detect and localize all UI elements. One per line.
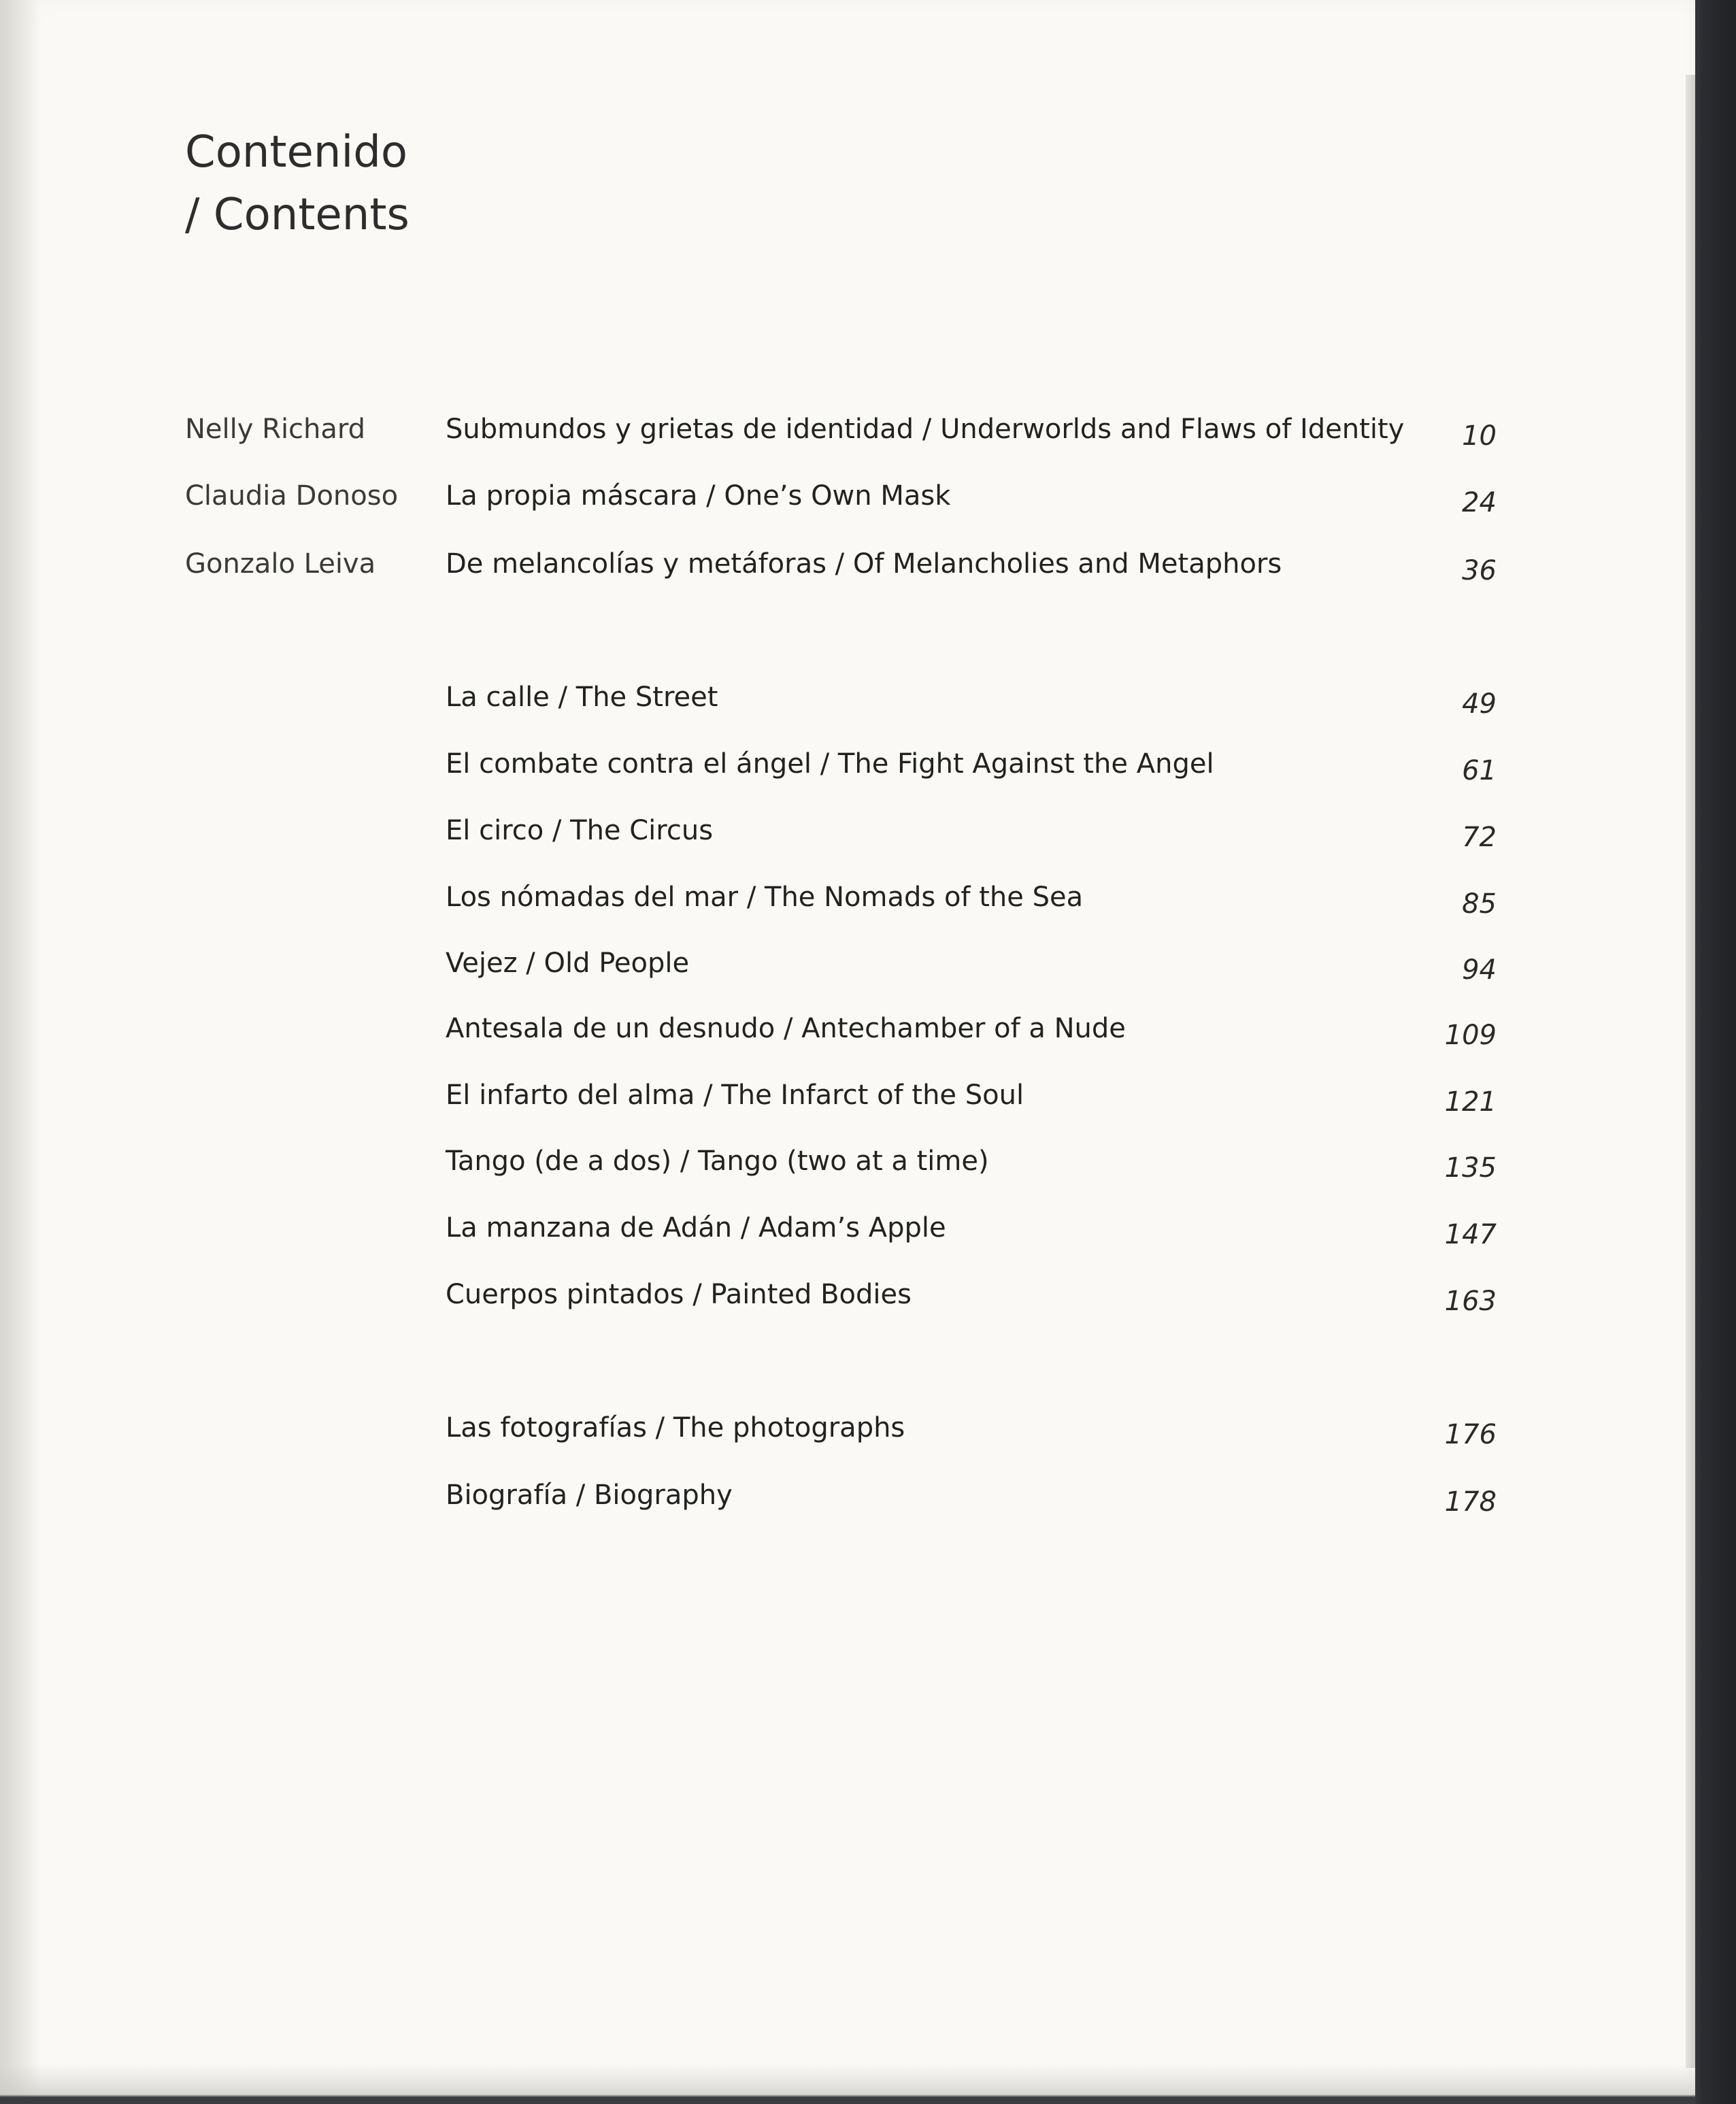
page-number: 49 [1462, 688, 1497, 720]
chapter-title: Tango (de a dos) / Tango (two at a time) [446, 1146, 989, 1177]
essay-author: Claudia Donoso [185, 480, 399, 512]
essay-title: Submundos y grietas de identidad / Underworlds and Flaws of Identity [446, 414, 1405, 445]
essay-author: Nelly Richard [185, 414, 366, 445]
page-number: 163 [1444, 1286, 1497, 1317]
toc-entry-chapter [0, 1212, 1695, 1260]
toc-entry-chapter [0, 882, 1695, 929]
chapter-title: El circo / The Circus [446, 815, 714, 846]
essay-title: La propia máscara / One’s Own Mask [446, 480, 951, 512]
toc-entry-chapter [0, 815, 1695, 863]
page-number: 72 [1462, 822, 1497, 853]
heading-spanish: Contenido [185, 127, 407, 178]
page-number: 121 [1444, 1086, 1497, 1118]
toc-entry-essay-2 [0, 480, 1695, 528]
chapter-title: La calle / The Street [446, 682, 718, 713]
page-number: 178 [1444, 1486, 1497, 1518]
toc-entry-appendix [0, 1480, 1695, 1527]
appendix-title: Biografía / Biography [446, 1480, 733, 1511]
page-number: 10 [1462, 420, 1497, 452]
page-number: 135 [1444, 1152, 1497, 1184]
page-bottom-shadow [0, 2063, 1695, 2104]
toc-entry-essay-1 [0, 414, 1695, 461]
toc-entry-chapter [0, 948, 1695, 995]
toc-entry-chapter [0, 1013, 1695, 1061]
toc-entry-chapter [0, 1279, 1695, 1326]
chapter-title: El infarto del alma / The Infarct of the Soul [446, 1080, 1024, 1111]
contents-heading [185, 121, 410, 246]
page-stack-edge [1686, 75, 1695, 2068]
essay-author: Gonzalo Leiva [185, 548, 376, 580]
heading-english: / Contents [185, 190, 410, 240]
page-number: 94 [1462, 954, 1497, 986]
page-number: 61 [1462, 755, 1497, 786]
page-number: 85 [1462, 888, 1497, 920]
page-number: 36 [1462, 555, 1497, 586]
toc-entry-chapter [0, 1080, 1695, 1127]
page-number: 147 [1444, 1219, 1497, 1250]
toc-entry-essay-3 [0, 548, 1695, 596]
chapter-title: Vejez / Old People [446, 948, 690, 979]
toc-entry-chapter [0, 748, 1695, 796]
chapter-title: Antesala de un desnudo / Antechamber of a Nude [446, 1013, 1126, 1044]
chapter-title: El combate contra el ángel / The Fight Against the Angel [446, 748, 1214, 780]
essay-title: De melancolías y metáforas / Of Melancholies and Metaphors [446, 548, 1282, 580]
appendix-title: Las fotografías / The photographs [446, 1412, 905, 1443]
chapter-title: Cuerpos pintados / Painted Bodies [446, 1279, 912, 1310]
page-number: 109 [1444, 1020, 1497, 1051]
toc-entry-chapter [0, 1146, 1695, 1193]
toc-entry-chapter [0, 682, 1695, 729]
chapter-title: La manzana de Adán / Adam’s Apple [446, 1212, 946, 1243]
chapter-title: Los nómadas del mar / The Nomads of the Sea [446, 882, 1084, 913]
toc-entry-appendix [0, 1412, 1695, 1460]
page-number: 176 [1444, 1419, 1497, 1450]
page-number: 24 [1462, 487, 1497, 518]
